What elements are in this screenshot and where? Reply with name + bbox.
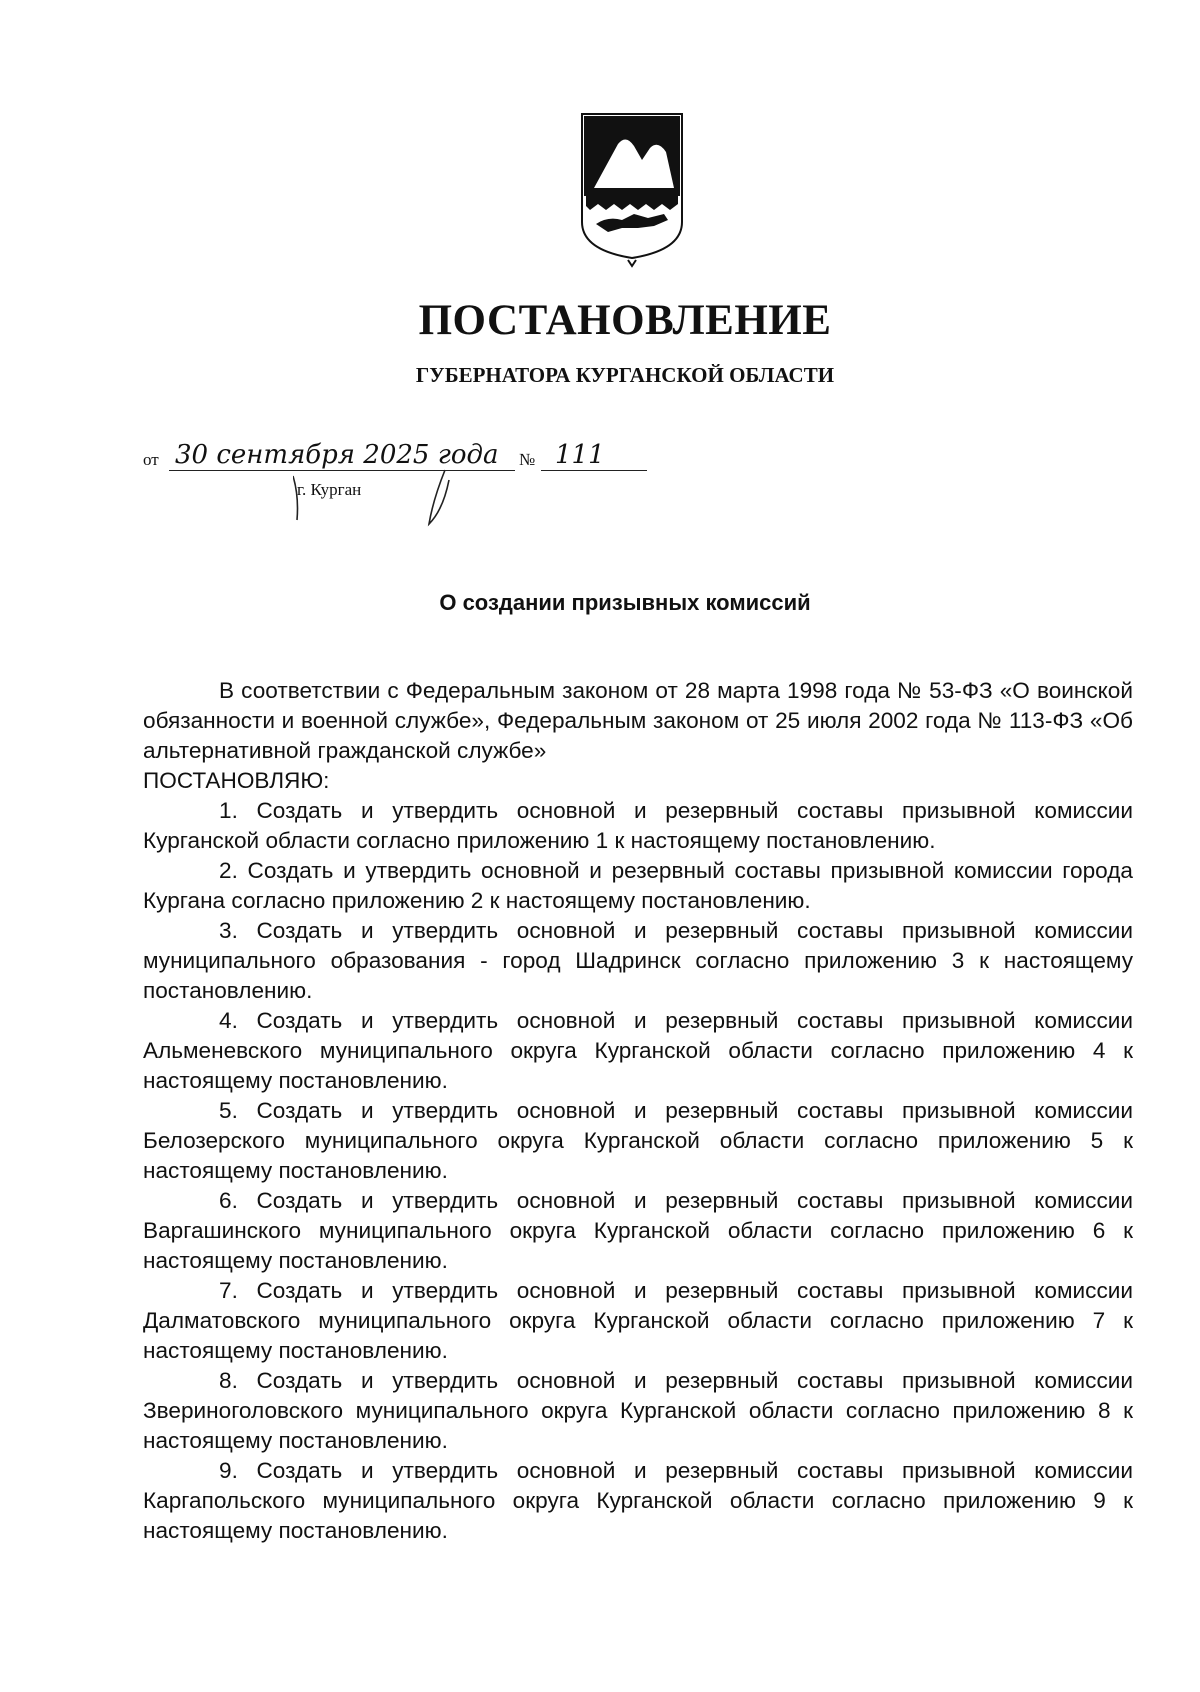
decree-word: ПОСТАНОВЛЯЮ: bbox=[143, 768, 330, 793]
document-body bbox=[143, 676, 1133, 1546]
number-prefix: № bbox=[519, 450, 536, 469]
document-date: 30 сентября 2025 года bbox=[169, 440, 515, 471]
city-name: г. Курган bbox=[297, 480, 362, 499]
decree-item: 2. Создать и утвердить основной и резервный составы призывной комиссии города Кургана согласно приложению 2 к настоящему постановлению. bbox=[143, 858, 1133, 913]
issuing-authority: ГУБЕРНАТОРА КУРГАНСКОЙ ОБЛАСТИ bbox=[415, 363, 835, 387]
kurgan-region-coat-of-arms-icon bbox=[578, 110, 686, 270]
preamble-paragraph: В соответствии с Федеральным законом от 28 марта 1998 года № 53-ФЗ «О воинской обязанности и военной службе», Федеральным законом от 25 июля 2002 года № 113-ФЗ «Об альтернативной гражданской службе» bbox=[143, 678, 1133, 763]
date-number-block bbox=[143, 440, 663, 530]
decree-item: 4. Создать и утвердить основной и резервный составы призывной комиссии Альменевского муниципального округа Курганской области согласно приложению 4 к настоящему постановлению. bbox=[143, 1008, 1133, 1093]
decree-item: 1. Создать и утвердить основной и резервный составы призывной комиссии Курганской области согласно приложению 1 к настоящему постановлению. bbox=[143, 798, 1133, 853]
document-type-title: ПОСТАНОВЛЕНИЕ bbox=[418, 297, 832, 344]
document-number: 111 bbox=[541, 440, 647, 471]
decree-item: 8. Создать и утвердить основной и резервный составы призывной комиссии Звериноголовского муниципального округа Курганской области согласно приложению 8 к настоящему постановлению. bbox=[143, 1368, 1133, 1453]
date-prefix: от bbox=[143, 450, 159, 469]
decree-item: 6. Создать и утвердить основной и резервный составы призывной комиссии Варгашинского муниципального округа Курганской области согласно приложению 6 к настоящему постановлению. bbox=[143, 1188, 1133, 1273]
decree-item: 5. Создать и утвердить основной и резервный составы призывной комиссии Белозерского муниципального округа Курганской области согласно приложению 5 к настоящему постановлению. bbox=[143, 1098, 1133, 1183]
decree-item: 9. Создать и утвердить основной и резервный составы призывной комиссии Каргапольского муниципального округа Курганской области согласно приложению 9 к настоящему постановлению. bbox=[143, 1458, 1133, 1543]
handwritten-strokes bbox=[293, 440, 653, 530]
document-heading: О создании призывных комиссий bbox=[439, 590, 811, 615]
decree-item: 7. Создать и утвердить основной и резервный составы призывной комиссии Далматовского муниципального округа Курганской области согласно приложению 7 к настоящему постановлению. bbox=[143, 1278, 1133, 1363]
decree-item: 3. Создать и утвердить основной и резервный составы призывной комиссии муниципального образования - город Шадринск согласно приложению 3 к настоящему постановлению. bbox=[143, 918, 1133, 1003]
